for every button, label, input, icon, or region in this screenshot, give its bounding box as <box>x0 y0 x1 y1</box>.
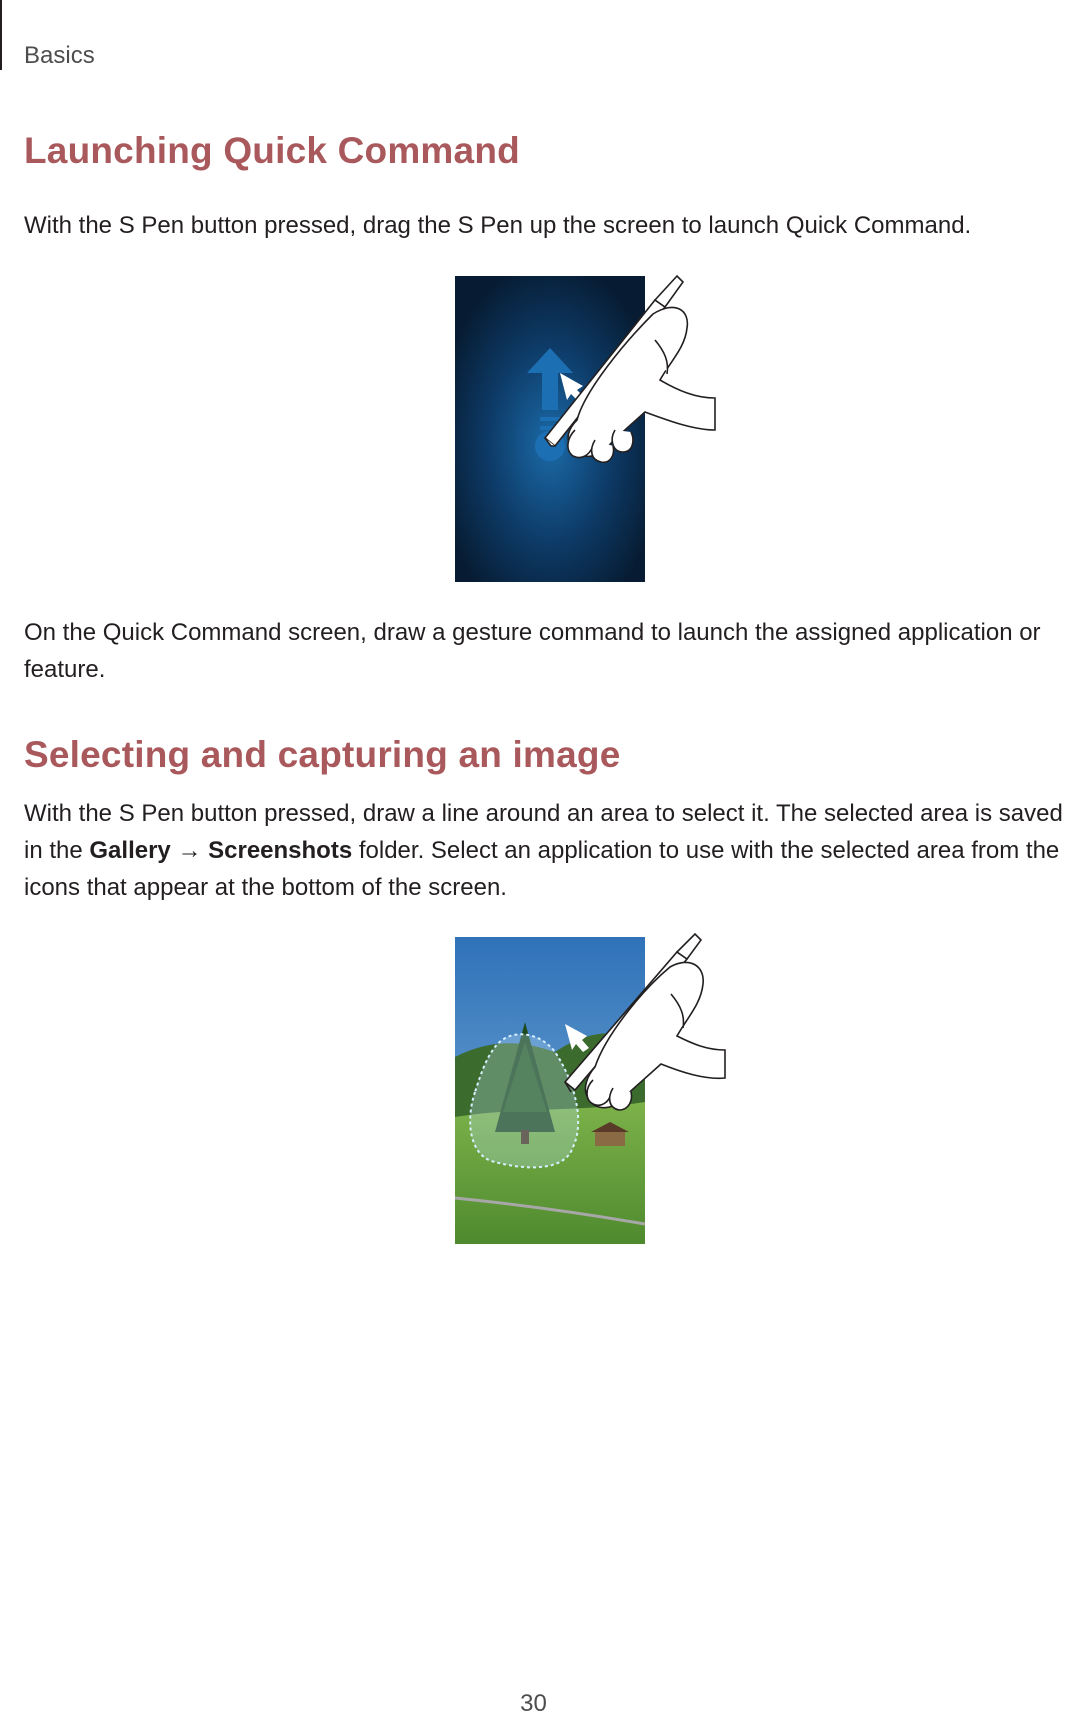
page-number: 30 <box>520 1690 547 1717</box>
quick-command-instruction: With the S Pen button pressed, drag the S Pen up the screen to launch Quick Command. <box>24 212 972 239</box>
running-header: Basics <box>24 42 95 69</box>
quick-command-illustration <box>455 270 715 590</box>
section-heading-capture: Selecting and capturing an image <box>24 734 621 775</box>
capture-illustration <box>455 932 725 1252</box>
capture-instruction <box>24 795 1064 906</box>
gallery-label: Gallery <box>89 837 171 864</box>
screenshots-label: Screenshots <box>208 837 353 864</box>
capture-text-part-2: folder. Select an application to use with the selected area from the icons that appear at the bottom of the screen. <box>24 837 1060 901</box>
corner-rule <box>0 0 2 70</box>
path-arrow: → <box>170 837 209 864</box>
quick-command-gesture-text: On the Quick Command screen, draw a gesture command to launch the assigned application or feature. <box>24 619 1041 683</box>
capture-text-part-1: With the S Pen button pressed, draw a line around an area to select it. The selected area is saved in the <box>24 800 1063 864</box>
section-heading-quick-command: Launching Quick Command <box>24 130 520 171</box>
